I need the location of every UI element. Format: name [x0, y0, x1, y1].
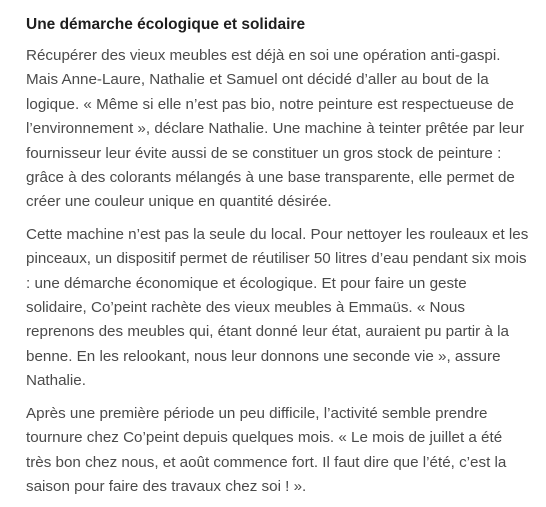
article-section — [26, 14, 530, 507]
paragraph-1: Récupérer des vieux meubles est déjà en soi une opération anti-gaspi. Mais Anne-Laure, Nathalie et Samuel ont décidé d’aller au bout de la logique. « Même si elle n’est pas bio, notre peinture est respectueuse de l’environnement », déclare Nathalie. Une machine à teinter prêtée par leur fournisseur leur évite aussi de se constituer un gros stock de peinture : grâce à des colorants mélangés à une base transparente, elle permet de créer une couleur unique en quantité désirée. — [26, 47, 525, 211]
paragraph-3: Après une première période un peu difficile, l’activité semble prendre tournure chez Co’peint depuis quelques mois. « Le mois de juillet a été très bon chez nous, et août commence fort. Il faut dire que l’été, c’est la saison pour faire des travaux chez soi ! ». — [26, 404, 507, 495]
section-heading: Une démarche écologique et solidaire — [26, 16, 306, 33]
paragraph-2: Cette machine n’est pas la seule du local. Pour nettoyer les rouleaux et les pinceaux, un dispositif permet de réutiliser 50 litres d’eau pendant six mois : une démarche économique et écologique. Et pour faire un geste solidaire, Co’peint rachète des vieux meubles à Emmaüs. « Nous reprenons des meubles qui, étant donné leur état, auraient pu partir à la benne. En les relookant, nous leur donnons une seconde vie », assure Nathalie. — [26, 225, 529, 390]
